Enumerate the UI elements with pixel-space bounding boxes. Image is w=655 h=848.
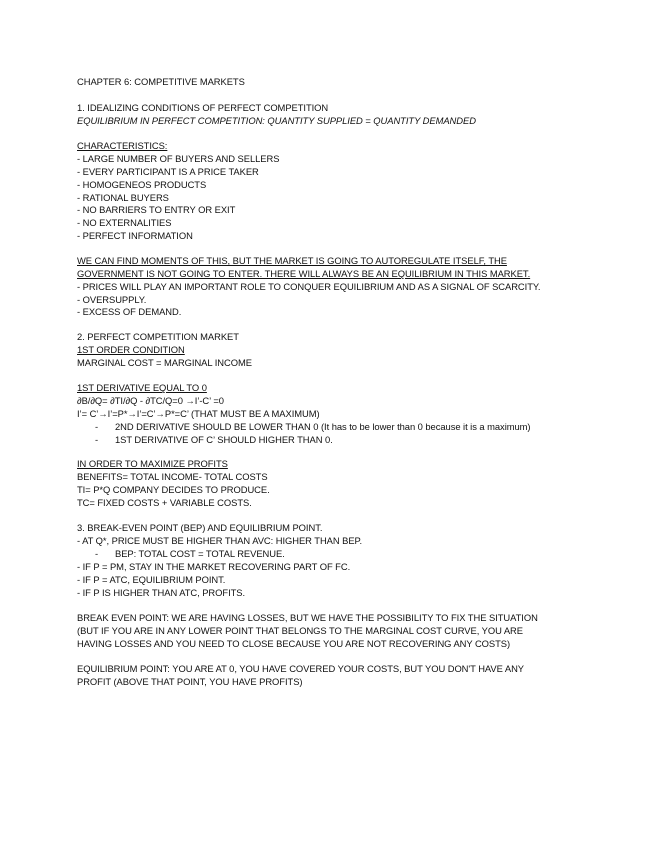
- market-point: - OVERSUPPLY.: [77, 294, 147, 305]
- profits-line: TI= P*Q COMPANY DECIDES TO PRODUCE.: [77, 484, 270, 495]
- market-point: - EXCESS OF DEMAND.: [77, 306, 182, 317]
- formula-line: ∂B/∂Q= ∂TI/∂Q - ∂TC/Q=0 →I’-C’ =0: [77, 395, 224, 406]
- chapter-title: CHAPTER 6: COMPETITIVE MARKETS: [77, 76, 245, 87]
- equilibrium-note: EQUILIBRIUM IN PERFECT COMPETITION: QUANTITY SUPPLIED = QUANTITY DEMANDED: [77, 115, 476, 126]
- derivative-bullet: [95, 434, 333, 446]
- characteristic-item: - HOMOGENEOS PRODUCTS: [77, 179, 207, 190]
- break-even-paragraph-line: (BUT IF YOU ARE IN ANY LOWER POINT THAT BELONGS TO THE MARGINAL COST CURVE, YOU ARE: [77, 625, 523, 636]
- section3-heading: 3. BREAK-EVEN POINT (BEP) AND EQUILIBRIUM POINT.: [77, 522, 323, 533]
- characteristic-item: - LARGE NUMBER OF BUYERS AND SELLERS: [77, 153, 280, 164]
- section2-heading: 2. PERFECT COMPETITION MARKET: [77, 331, 239, 342]
- characteristic-item: - NO BARRIERS TO ENTRY OR EXIT: [77, 204, 236, 215]
- characteristics-heading: CHARACTERISTICS:: [77, 140, 168, 151]
- section3-line: - AT Q*, PRICE MUST BE HIGHER THAN AVC: HIGHER THAN BEP.: [77, 535, 363, 546]
- bullet-text: 1ST DERIVATIVE OF C’ SHOULD HIGHER THAN 0.: [115, 434, 333, 445]
- bep-bullet: [95, 548, 285, 560]
- first-order-text: MARGINAL COST = MARGINAL INCOME: [77, 357, 252, 368]
- section3-line: - IF P = PM, STAY IN THE MARKET RECOVERING PART OF FC.: [77, 561, 351, 572]
- characteristic-item: - EVERY PARTICIPANT IS A PRICE TAKER: [77, 166, 259, 177]
- formula-line: I’= C’→I’=P*→I’=C’→P*=C’ (THAT MUST BE A MAXIMUM): [77, 408, 320, 419]
- bullet-marker: -: [95, 421, 99, 432]
- characteristic-item: - RATIONAL BUYERS: [77, 192, 169, 203]
- section3-line: - IF P IS HIGHER THAN ATC, PROFITS.: [77, 587, 246, 598]
- bullet-text: 2ND DERIVATIVE SHOULD BE LOWER THAN 0 (It has to be lower than 0 because it is a maximum): [115, 421, 531, 432]
- derivative-heading: 1ST DERIVATIVE EQUAL TO 0: [77, 382, 207, 393]
- section3-line: - IF P = ATC, EQUILIBRIUM POINT.: [77, 574, 226, 585]
- characteristic-item: - PERFECT INFORMATION: [77, 230, 193, 241]
- profits-line: TC= FIXED COSTS + VARIABLE COSTS.: [77, 497, 252, 508]
- bullet-marker: -: [95, 434, 99, 445]
- bullet-text: BEP: TOTAL COST = TOTAL REVENUE.: [115, 548, 285, 559]
- equilibrium-paragraph-line: EQUILIBRIUM POINT: YOU ARE AT 0, YOU HAVE COVERED YOUR COSTS, BUT YOU DON'T HAVE ANY: [77, 663, 525, 674]
- profits-heading: IN ORDER TO MAXIMIZE PROFITS: [77, 458, 228, 469]
- derivative-bullet: [95, 421, 530, 433]
- first-order-heading: 1ST ORDER CONDITION: [77, 344, 185, 355]
- market-note-line: GOVERNMENT IS NOT GOING TO ENTER. THERE WILL ALWAYS BE AN EQUILIBRIUM IN THIS MARKET.: [77, 268, 531, 279]
- characteristic-item: - NO EXTERNALITIES: [77, 217, 172, 228]
- break-even-paragraph-line: BREAK EVEN POINT: WE ARE HAVING LOSSES, BUT WE HAVE THE POSSIBILITY TO FIX THE SITUATION: [77, 612, 538, 623]
- equilibrium-paragraph-line: PROFIT (ABOVE THAT POINT, YOU HAVE PROFITS): [77, 676, 303, 687]
- market-note-line: WE CAN FIND MOMENTS OF THIS, BUT THE MARKET IS GOING TO AUTOREGULATE ITSELF, THE: [77, 255, 507, 266]
- section1-heading: 1. IDEALIZING CONDITIONS OF PERFECT COMPETITION: [77, 102, 329, 113]
- bullet-marker: -: [95, 548, 99, 559]
- break-even-paragraph-line: HAVING LOSSES AND YOU NEED TO CLOSE BECAUSE YOU ARE NOT RECOVERING ANY COSTS): [77, 638, 511, 649]
- market-point: - PRICES WILL PLAY AN IMPORTANT ROLE TO CONQUER EQUILIBRIUM AND AS A SIGNAL OF SCARCITY.: [77, 281, 541, 292]
- profits-line: BENEFITS= TOTAL INCOME- TOTAL COSTS: [77, 471, 268, 482]
